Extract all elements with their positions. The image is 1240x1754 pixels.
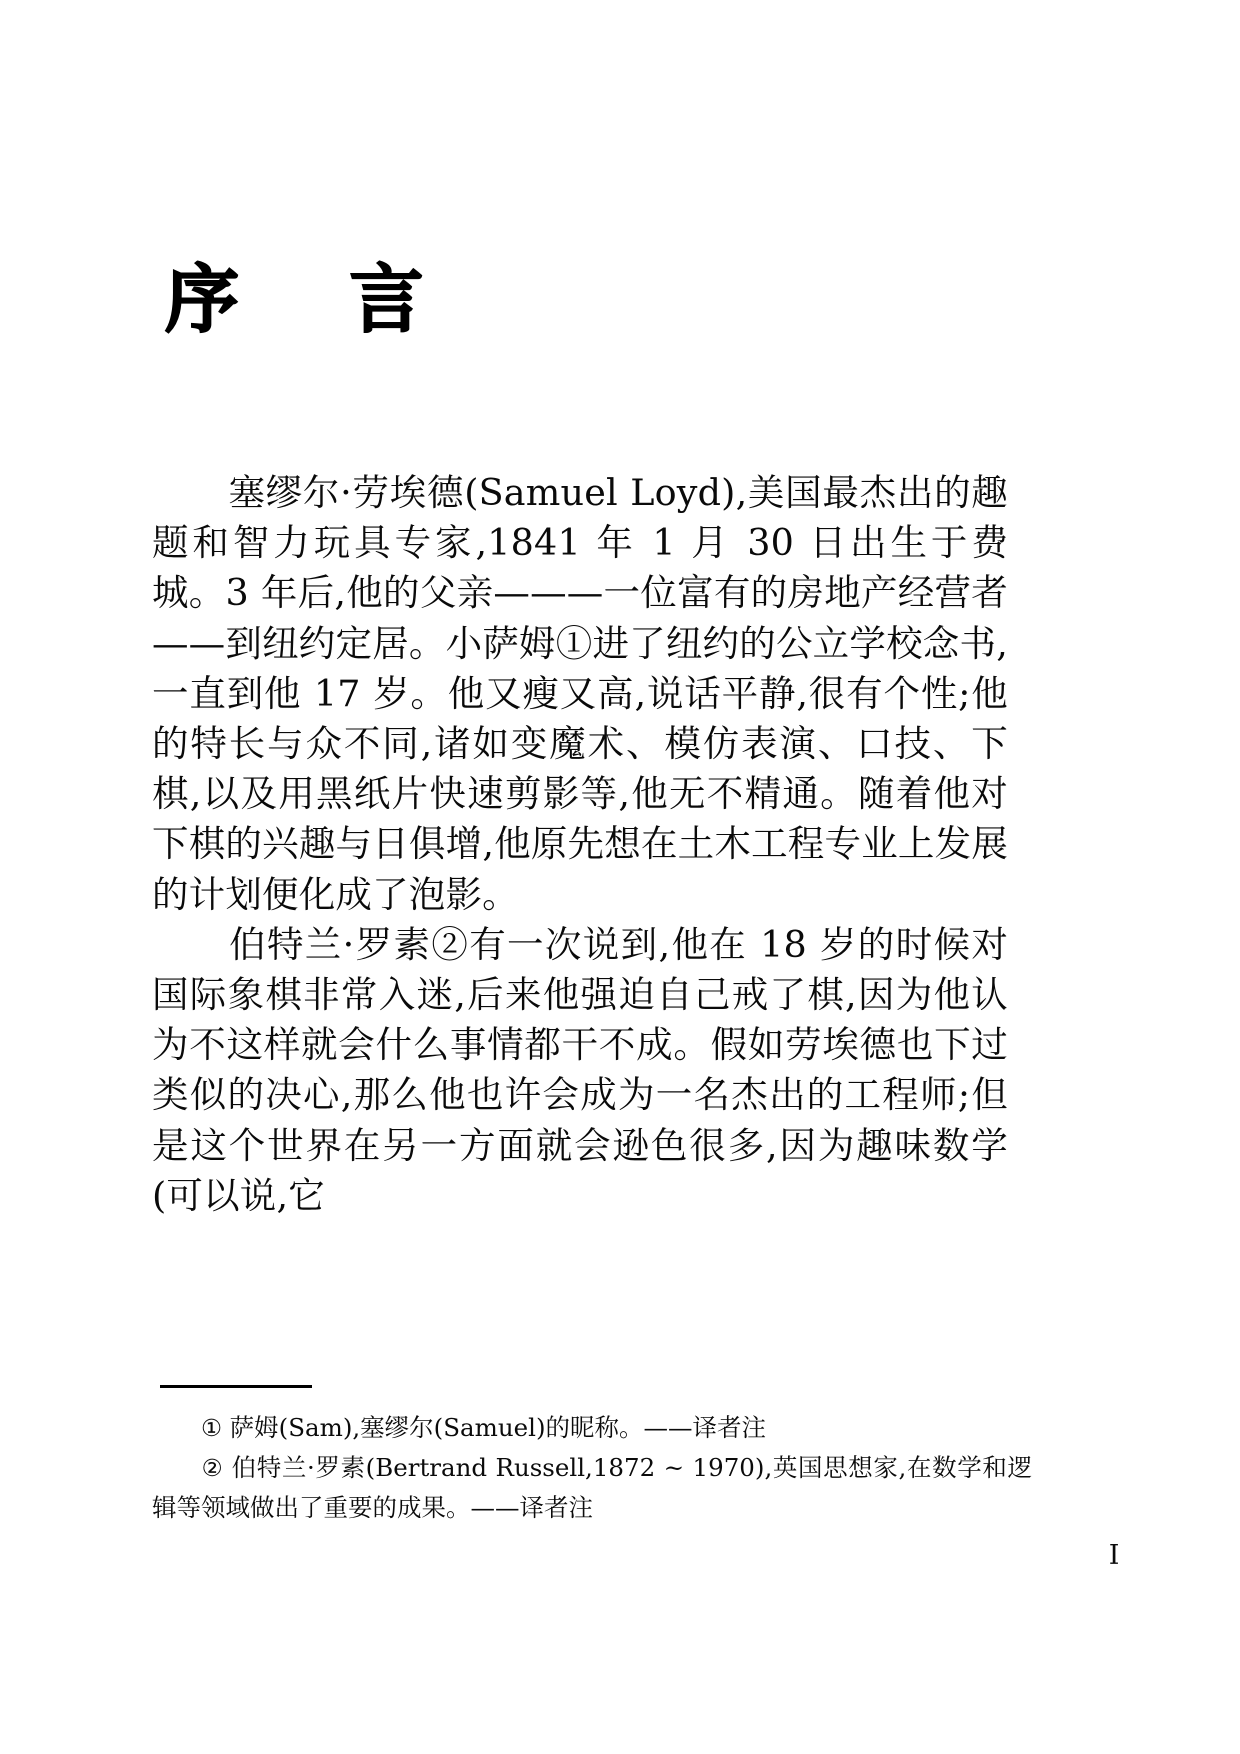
footnote-text-2: 伯特兰·罗素(Bertrand Russell,1872 ~ 1970),英国思想家,在数学和逻辑等领域做出了重要的成果。——译者注 — [152, 1453, 1033, 1522]
footnote-item-2 — [152, 1448, 1032, 1527]
footnote-list — [152, 1408, 1032, 1527]
paragraph-1-text: 塞缪尔·劳埃德(Samuel Loyd),美国最杰出的趣题和智力玩具专家,1841 年 1 月 30 日出生于费城。3 年后,他的父亲———一位富有的房地产经营者——到纽约定居。小萨姆①进了纽约的公立学校念书,一直到他 17 岁。他又瘦又高,说话平静,很有个性;他的特长与众不同,诸如变魔术、模仿表演、口技、下棋,以及用黑纸片快速剪影等,他无不精通。随着他对下棋的兴趣与日俱增,他原先想在土木工程专业上发展的计划便化成了泡影。 — [152, 471, 1008, 916]
paragraph-1 — [152, 468, 1008, 920]
paragraph-2-text: 伯特兰·罗素②有一次说到,他在 18 岁的时候对国际象棋非常入迷,后来他强迫自己戒了棋,因为他认为不这样就会什么事情都干不成。假如劳埃德也下过类似的决心,那么他也许会成为一名杰出的工程师;但是这个世界在另一方面就会逊色很多,因为趣味数学(可以说,它 — [152, 922, 1008, 1217]
page-title-block — [165, 257, 1065, 343]
footnote-marker-2: ② — [201, 1455, 224, 1482]
page-number: I — [1108, 1540, 1120, 1571]
page-title: 序 言 — [165, 257, 425, 343]
footnote-text-1: 萨姆(Sam),塞缪尔(Samuel)的昵称。——译者注 — [229, 1413, 767, 1442]
body-text — [152, 468, 1008, 1221]
footnote-item-1 — [152, 1408, 1032, 1448]
footnote-marker-1: ① — [201, 1415, 222, 1442]
paragraph-2 — [152, 920, 1008, 1221]
footnote-separator-rule — [160, 1385, 312, 1388]
